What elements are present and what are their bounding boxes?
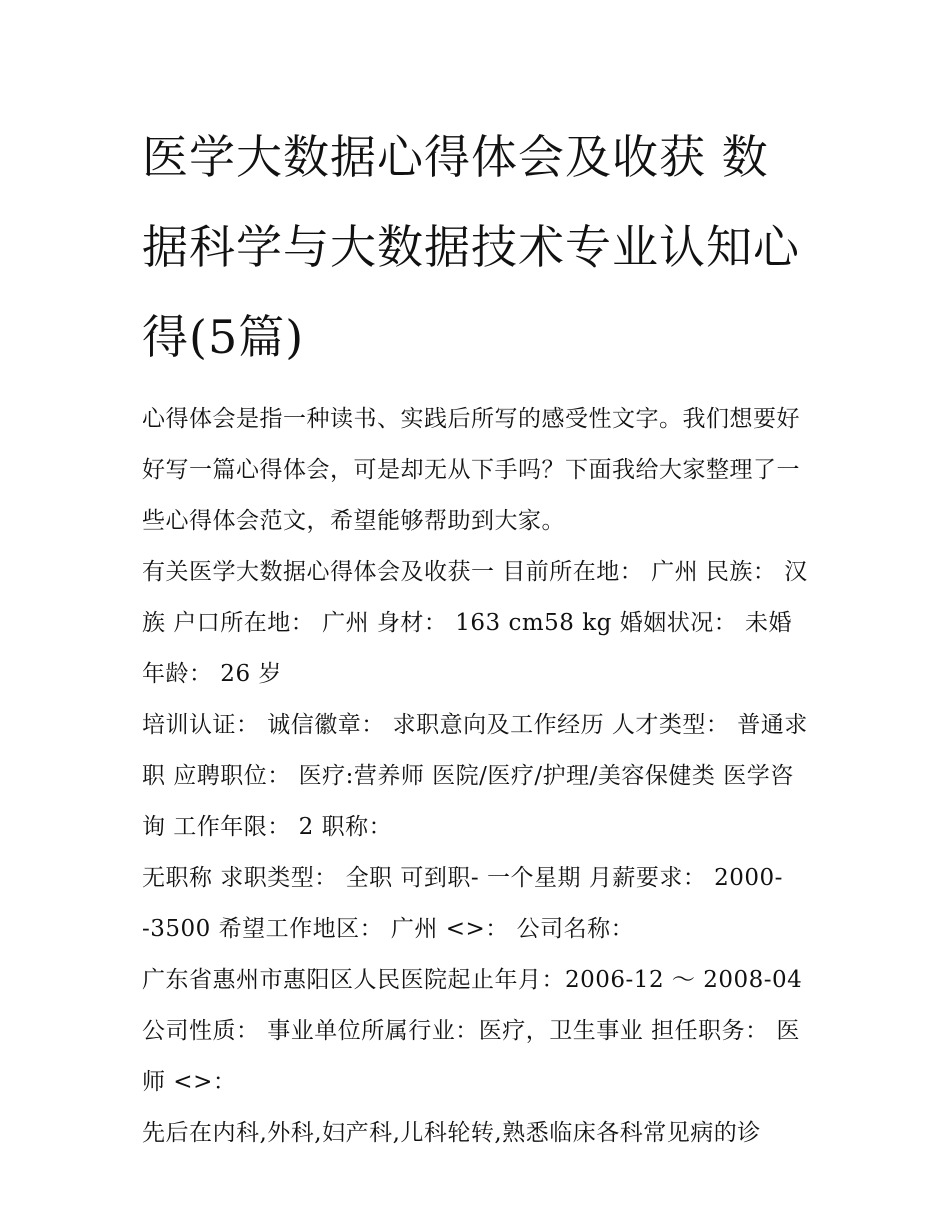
page-title: 医学大数据心得体会及收获 数据科学与大数据技术专业认知心得(5篇) [142, 130, 800, 364]
document-page [142, 112, 814, 1159]
paragraph-job-intent: 无职称 求职类型： 全职 可到职- 一个星期 月薪要求： 2000--3500 希望工作地区： 广州 <>： 公司名称： [142, 865, 783, 942]
paragraph-intro: 心得体会是指一种读书、实践后所写的感受性文字。我们想要好好写一篇心得体会，可是却无从下手吗？下面我给大家整理了一些心得体会范文，希望能够帮助到大家。 [142, 406, 800, 534]
paragraph-experience: 先后在内科,外科,妇产科,儿科轮转,熟悉临床各科常见病的诊 [142, 1120, 761, 1146]
paragraph-company: 广东省惠州市惠阳区人民医院起止年月：2006-12 ～ 2008-04 公司性质： 事业单位所属行业：医疗，卫生事业 担任职务： 医师 <>： [142, 967, 803, 1095]
paragraph-training: 培训认证： 诚信徽章： 求职意向及工作经历 人才类型： 普通求职 应聘职位： 医疗:营养师 医院/医疗/护理/美容保健类 医学咨询 工作年限： 2 职称： [142, 712, 808, 840]
paragraph-personal-info: 有关医学大数据心得体会及收获一 目前所在地： 广州 民族： 汉族 户口所在地： 广州 身材： 163 cm58 kg 婚姻状况： 未婚 年龄： 26 岁 [142, 559, 808, 687]
